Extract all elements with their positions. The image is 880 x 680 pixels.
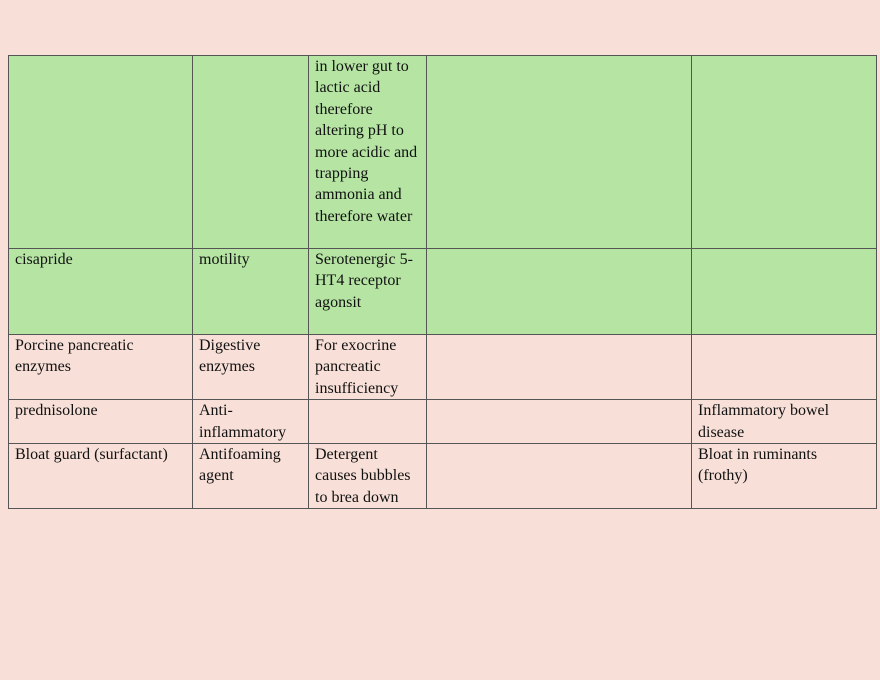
table-row	[9, 400, 877, 444]
table-row	[9, 444, 877, 509]
table-row	[9, 56, 877, 249]
notes-cell	[427, 444, 692, 509]
notes-cell	[427, 249, 692, 335]
mechanism-cell: For exocrine pancreatic insufficiency	[309, 335, 427, 400]
drug-cell: Bloat guard (surfactant)	[9, 444, 193, 509]
notes-cell	[427, 335, 692, 400]
category-cell: motility	[193, 249, 309, 335]
mechanism-cell: in lower gut to lactic acid therefore altering pH to more acidic and trapping ammonia and therefore water	[309, 56, 427, 249]
drug-table	[8, 55, 877, 509]
drug-cell: Porcine pancreatic enzymes	[9, 335, 193, 400]
category-cell: Antifoaming agent	[193, 444, 309, 509]
drug-cell	[9, 56, 193, 249]
drug-cell: prednisolone	[9, 400, 193, 444]
category-cell: Anti-inflammatory	[193, 400, 309, 444]
table-row	[9, 249, 877, 335]
mechanism-cell: Serotenergic 5-HT4 receptor agonsit	[309, 249, 427, 335]
indication-cell	[692, 56, 877, 249]
indication-cell: Bloat in ruminants (frothy)	[692, 444, 877, 509]
notes-cell	[427, 56, 692, 249]
indication-cell: Inflammatory bowel disease	[692, 400, 877, 444]
notes-cell	[427, 400, 692, 444]
category-cell: Digestive enzymes	[193, 335, 309, 400]
category-cell	[193, 56, 309, 249]
mechanism-cell	[309, 400, 427, 444]
table-row	[9, 335, 877, 400]
indication-cell	[692, 335, 877, 400]
mechanism-cell: Detergent causes bubbles to brea down	[309, 444, 427, 509]
drug-cell: cisapride	[9, 249, 193, 335]
indication-cell	[692, 249, 877, 335]
